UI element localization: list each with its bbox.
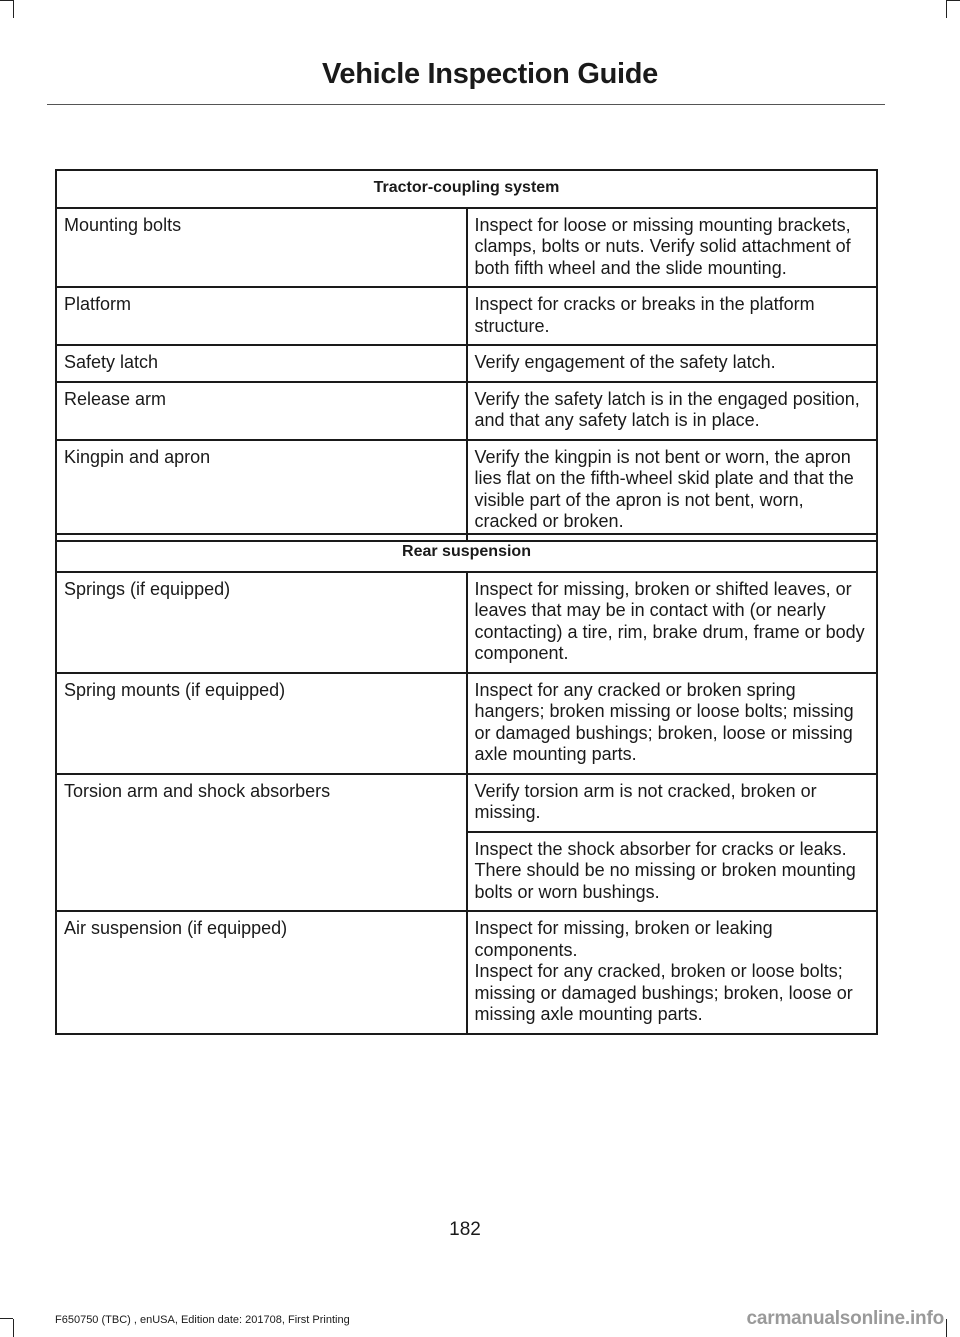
page-title: Vehicle Inspection Guide <box>321 58 658 90</box>
row-label: Air suspension (if equipped) <box>56 911 467 1034</box>
row-description-line: Inspect for any cracked, broken or loose bolts; missing or damaged bushings; broken, loose or missing axle mounting parts. <box>474 961 853 1024</box>
crop-mark <box>0 0 13 1</box>
table-row <box>56 440 877 541</box>
crop-mark <box>13 1319 14 1337</box>
row-label: Springs (if equipped) <box>56 572 467 673</box>
crop-mark <box>946 1319 947 1337</box>
table-row <box>56 911 877 1034</box>
table-row <box>56 345 877 382</box>
row-label: Torsion arm and shock absorbers <box>56 774 467 912</box>
footer-edition-text: F650750 (TBC) , enUSA, Edition date: 201708, First Printing <box>55 1314 350 1326</box>
row-description-line: Inspect for missing, broken or leaking components. <box>474 918 773 960</box>
row-label: Kingpin and apron <box>56 440 467 541</box>
row-label: Safety latch <box>56 345 467 382</box>
row-label: Release arm <box>56 382 467 440</box>
table-row <box>56 572 877 673</box>
table-row <box>56 287 877 345</box>
rear-suspension-table <box>55 533 878 1035</box>
crop-mark <box>13 0 14 18</box>
row-description: Inspect for missing, broken or shifted leaves, or leaves that may be in contact with (or nearly contacting) a tire, rim, brake drum, frame or body component. <box>467 572 878 673</box>
table-row <box>56 382 877 440</box>
table-title: Tractor-coupling system <box>56 170 877 208</box>
crop-mark <box>0 1318 13 1319</box>
table-row <box>56 208 877 288</box>
page-number: 182 <box>449 1219 481 1240</box>
row-description: Inspect for loose or missing mounting brackets, clamps, bolts or nuts. Verify solid attachment of both fifth wheel and the slide mounting. <box>467 208 878 288</box>
row-description: Verify engagement of the safety latch. <box>467 345 878 382</box>
table-title: Rear suspension <box>56 534 877 572</box>
crop-mark <box>946 0 947 18</box>
row-description: Inspect for cracks or breaks in the platform structure. <box>467 287 878 345</box>
row-description: Verify the kingpin is not bent or worn, the apron lies flat on the fifth-wheel skid plate and that the visible part of the apron is not bent, worn, cracked or broken. <box>467 440 878 541</box>
table-row <box>56 774 877 832</box>
crop-mark <box>947 0 960 1</box>
row-label: Platform <box>56 287 467 345</box>
row-description: Verify the safety latch is in the engaged position, and that any safety latch is in place. <box>467 382 878 440</box>
watermark: carmanualsonline.info <box>746 1308 944 1329</box>
row-label: Spring mounts (if equipped) <box>56 673 467 774</box>
row-description <box>467 911 878 1034</box>
tractor-coupling-table <box>55 169 878 542</box>
row-description: Inspect for any cracked or broken spring hangers; broken missing or loose bolts; missing or damaged bushings; broken, loose or missing axle mounting parts. <box>467 673 878 774</box>
row-label: Mounting bolts <box>56 208 467 288</box>
table-row <box>56 673 877 774</box>
header-divider <box>47 104 885 105</box>
row-description: Inspect the shock absorber for cracks or leaks. There should be no missing or broken mounting bolts or worn bushings. <box>467 832 878 912</box>
row-description: Verify torsion arm is not cracked, broken or missing. <box>467 774 878 832</box>
